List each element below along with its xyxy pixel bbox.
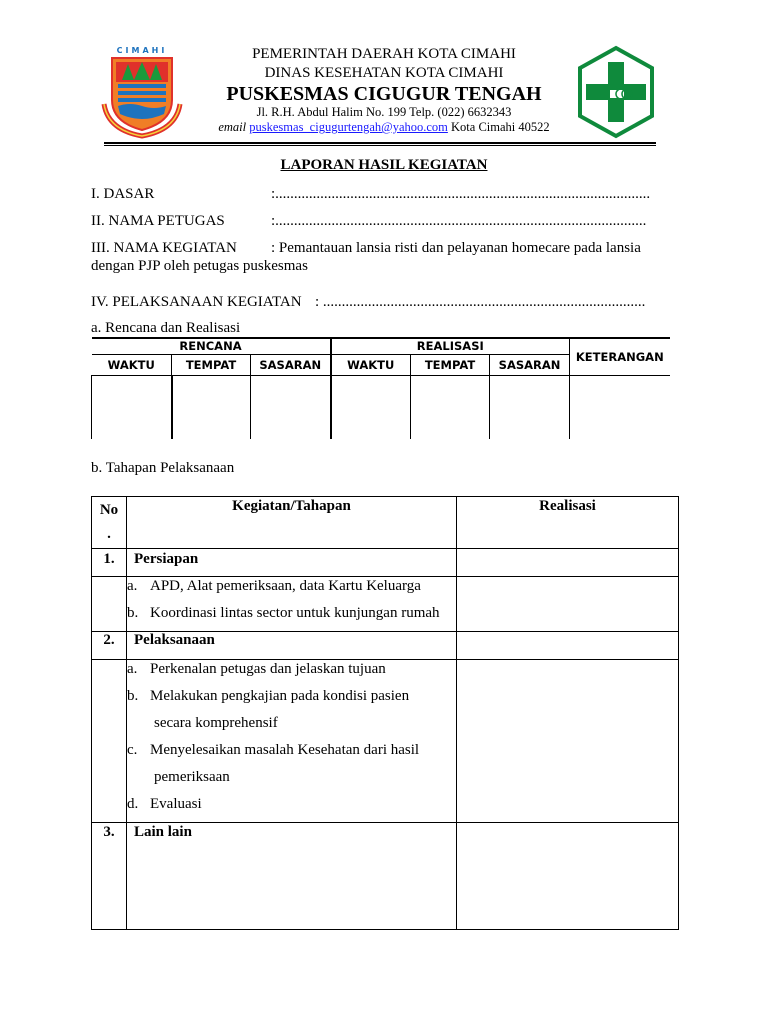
section-2-items-no <box>92 660 127 823</box>
tahapan-table <box>91 496 679 930</box>
rencana-caption: a. Rencana dan Realisasi <box>91 320 241 336</box>
list-item: b. Melakukan pengkajian pada kondisi pasien <box>127 688 410 704</box>
rencana-realisasi-table <box>91 337 670 439</box>
section-3-no: 3. <box>92 823 127 930</box>
header-puskesmas: PUSKESMAS CIGUGUR TENGAH <box>226 83 542 105</box>
section-2-title: Pelaksanaan <box>127 632 457 660</box>
section-2-items-realisasi <box>457 660 679 823</box>
realisasi-group-header: REALISASI <box>331 338 570 354</box>
section-1-items-realisasi <box>457 577 679 632</box>
keterangan-header: KETERANGAN <box>570 338 670 375</box>
cell-waktu-realisasi <box>331 375 411 439</box>
list-item: c. Menyelesaikan masalah Kesehatan dari hasil <box>127 742 420 758</box>
kegiatan-value-cont: dengan PJP oleh petugas puskesmas <box>91 258 308 274</box>
pelaksanaan-value: : ...................................................................................... <box>315 294 646 310</box>
head-no-text: No <box>99 502 119 518</box>
list-item: b. Koordinasi lintas sector untuk kunjungan rumah <box>127 605 440 621</box>
cell-tempat-rencana <box>172 375 251 439</box>
header-department: DINAS KESEHATAN KOTA CIMAHI <box>264 65 504 81</box>
list-item-cont: pemeriksaan <box>154 769 230 785</box>
section-2-realisasi <box>457 632 679 660</box>
section-1-items-no <box>92 577 127 632</box>
email-link[interactable]: puskesmas_cigugurtengah@yahoo.com <box>249 120 448 134</box>
petugas-label: II. NAMA PETUGAS <box>91 213 225 229</box>
head-realisasi: Realisasi <box>457 497 679 549</box>
petugas-value: :................................................................................................... <box>271 213 647 229</box>
col-waktu-realisasi: WAKTU <box>331 354 411 375</box>
col-tempat-rencana: TEMPAT <box>172 354 251 375</box>
header-address: Jl. R.H. Abdul Halim No. 199 Telp. (022) 6632343 <box>256 105 512 119</box>
section-2-no: 2. <box>92 632 127 660</box>
header-contact <box>190 120 578 135</box>
pelaksanaan-label: IV. PELAKSANAAN KEGIATAN <box>91 294 302 310</box>
section-2-items <box>127 660 457 823</box>
section-1-items <box>127 577 457 632</box>
head-no <box>92 497 127 549</box>
cell-sasaran-rencana <box>251 375 331 439</box>
dasar-label: I. DASAR <box>91 186 155 202</box>
section-3-title: Lain lain <box>127 823 457 930</box>
col-sasaran-realisasi: SASARAN <box>490 354 570 375</box>
head-no-dot: . <box>107 526 111 542</box>
report-title: LAPORAN HASIL KEGIATAN <box>280 157 488 173</box>
cell-keterangan <box>570 375 670 439</box>
email-label: email <box>218 120 247 134</box>
header-city: Kota Cimahi 40522 <box>451 120 550 134</box>
col-waktu-rencana: WAKTU <box>92 354 172 375</box>
col-sasaran-rencana: SASARAN <box>251 354 331 375</box>
list-item: a. Perkenalan petugas dan jelaskan tujuan <box>127 661 386 677</box>
cell-waktu-rencana <box>92 375 172 439</box>
kegiatan-value: : Pemantauan lansia risti dan pelayanan homecare pada lansia <box>271 240 641 256</box>
cimahi-logo <box>100 44 184 140</box>
tahapan-caption: b. Tahapan Pelaksanaan <box>91 460 235 476</box>
header-rule-thin <box>104 145 656 146</box>
header-rule <box>104 142 656 144</box>
kegiatan-label: III. NAMA KEGIATAN <box>91 240 237 256</box>
dasar-value: :.................................................................................................... <box>271 186 651 202</box>
cell-tempat-realisasi <box>411 375 490 439</box>
section-1-no: 1. <box>92 549 127 577</box>
list-item-cont: secara komprehensif <box>154 715 278 731</box>
cell-sasaran-realisasi <box>490 375 570 439</box>
logo-cimahi-text: CIMAHI <box>116 46 168 55</box>
list-item: a. APD, Alat pemeriksaan, data Kartu Keluarga <box>127 578 421 594</box>
list-item: d. Evaluasi <box>127 796 202 812</box>
col-tempat-realisasi: TEMPAT <box>411 354 490 375</box>
rencana-group-header: RENCANA <box>92 338 331 354</box>
puskesmas-logo <box>576 44 656 140</box>
head-kegiatan: Kegiatan/Tahapan <box>127 497 457 549</box>
section-1-title: Persiapan <box>127 549 457 577</box>
section-1-realisasi <box>457 549 679 577</box>
header-government: PEMERINTAH DAERAH KOTA CIMAHI <box>252 46 516 62</box>
section-3-realisasi <box>457 823 679 930</box>
